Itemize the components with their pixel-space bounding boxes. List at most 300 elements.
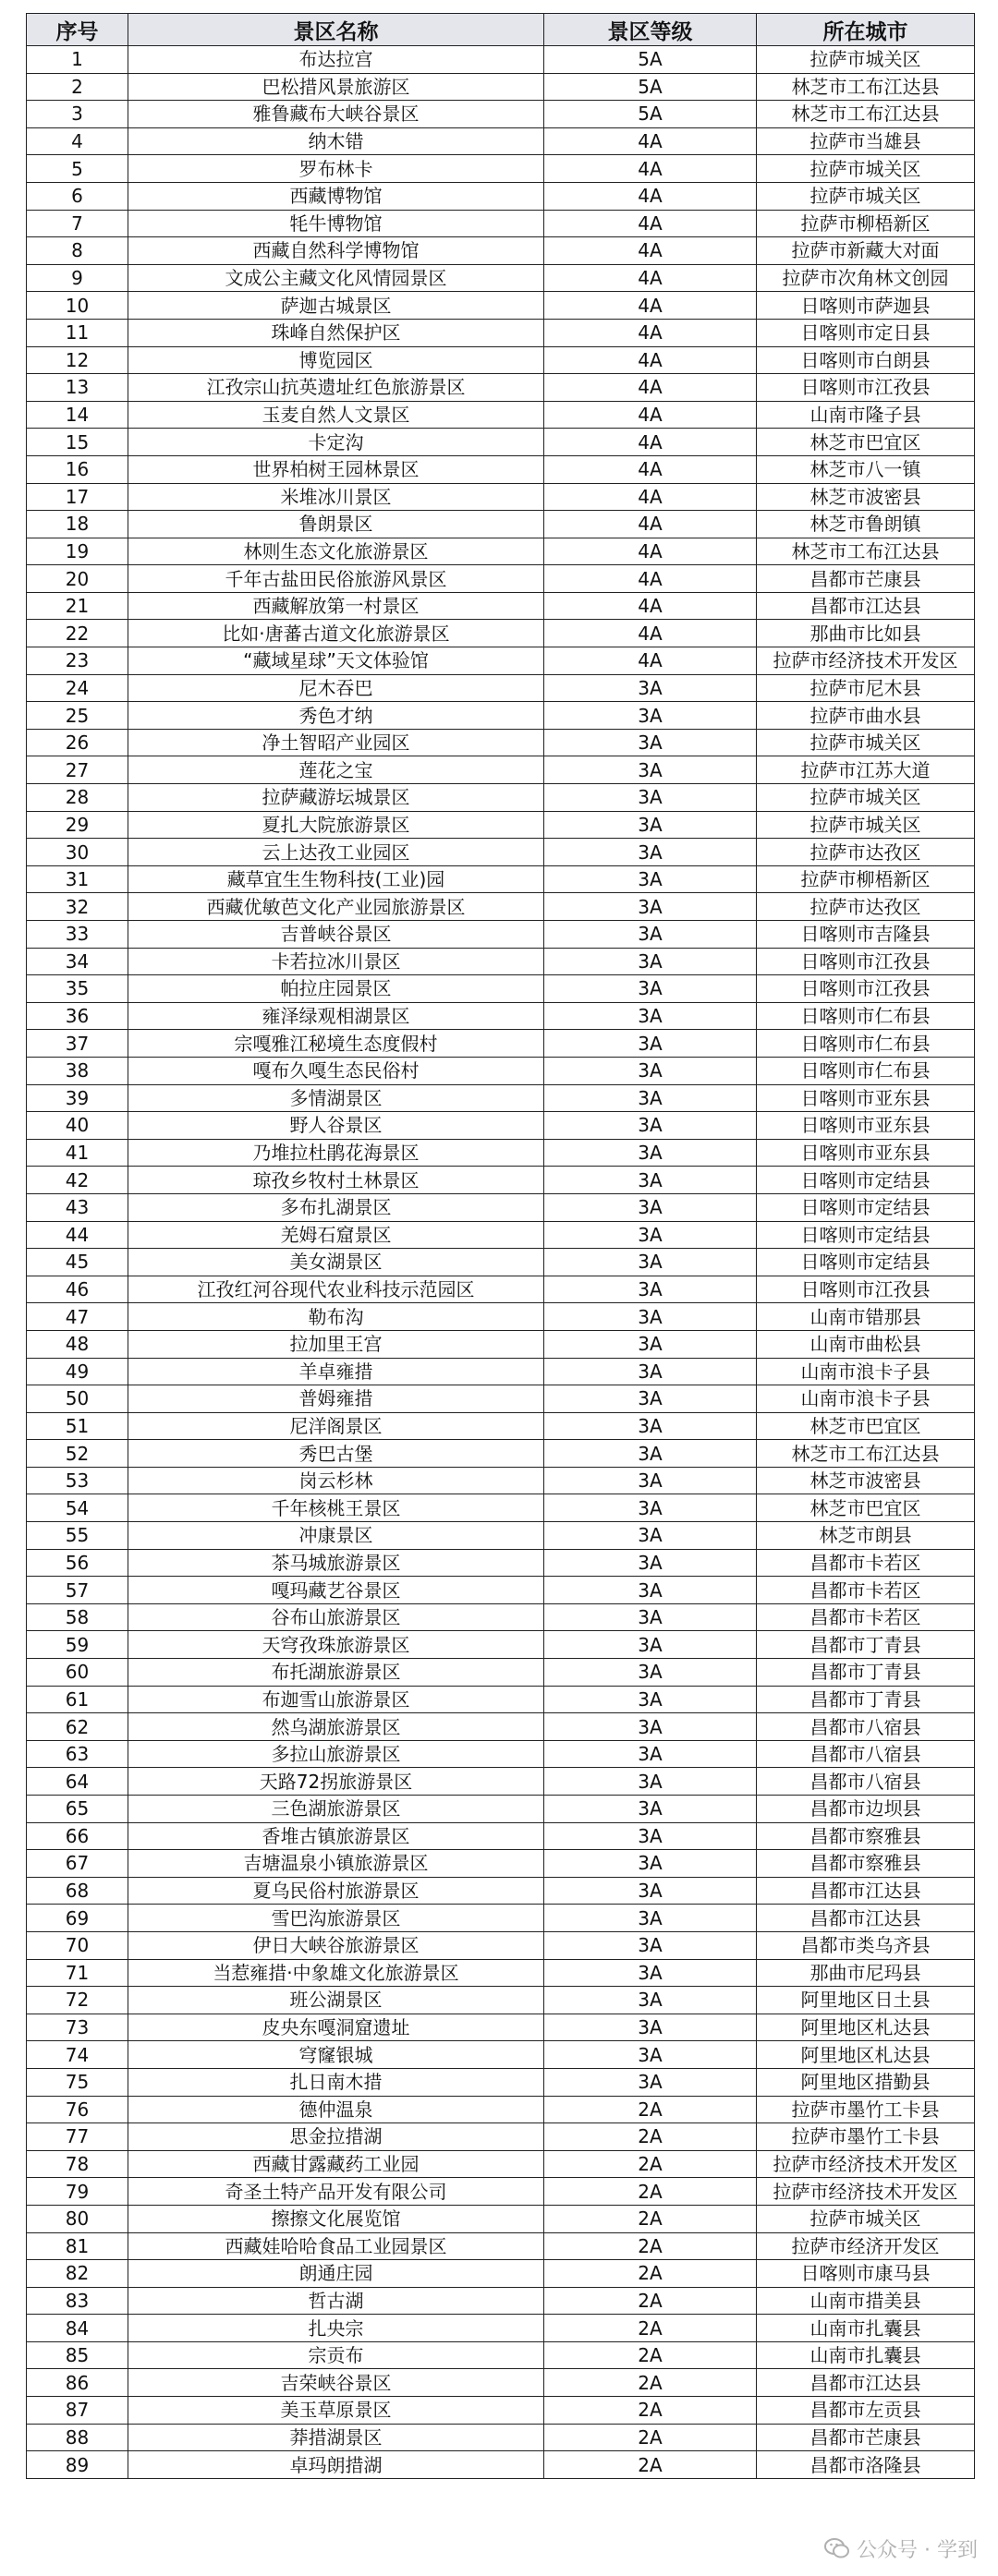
cell-scenic-grade: 5A	[544, 101, 757, 128]
cell-scenic-name: 林则生态文化旅游景区	[128, 538, 544, 565]
cell-scenic-grade: 3A	[544, 865, 757, 893]
table-row	[27, 756, 975, 784]
cell-city: 拉萨市城关区	[757, 784, 975, 812]
cell-serial-number: 64	[27, 1768, 128, 1796]
cell-city: 日喀则市江孜县	[757, 975, 975, 1003]
cell-scenic-name: 伊日大峡谷旅游景区	[128, 1931, 544, 1959]
cell-scenic-grade: 3A	[544, 1002, 757, 1030]
cell-scenic-grade: 3A	[544, 1713, 757, 1741]
cell-scenic-name: 西藏娃哈哈食品工业园景区	[128, 2232, 544, 2260]
cell-city: 日喀则市江孜县	[757, 374, 975, 402]
wechat-official-account-icon	[823, 2536, 851, 2560]
cell-city: 日喀则市定日县	[757, 319, 975, 346]
table-row	[27, 374, 975, 402]
cell-scenic-name: 卓玛朗措湖	[128, 2451, 544, 2479]
cell-scenic-name: 天路72拐旅游景区	[128, 1768, 544, 1796]
cell-scenic-grade: 4A	[544, 210, 757, 237]
cell-serial-number: 20	[27, 565, 128, 593]
table-row	[27, 210, 975, 237]
cell-city: 昌都市江达县	[757, 592, 975, 620]
cell-serial-number: 65	[27, 1796, 128, 1823]
cell-serial-number: 69	[27, 1905, 128, 1932]
table-row	[27, 674, 975, 702]
cell-serial-number: 73	[27, 2014, 128, 2041]
cell-scenic-name: 扎央宗	[128, 2315, 544, 2342]
cell-scenic-name: 布迦雪山旅游景区	[128, 1686, 544, 1713]
cell-city: 昌都市类乌齐县	[757, 1931, 975, 1959]
cell-serial-number: 74	[27, 2041, 128, 2069]
table-row	[27, 511, 975, 538]
header-scenic-grade: 景区等级	[544, 14, 757, 46]
cell-city: 拉萨市经济技术开发区	[757, 2178, 975, 2206]
cell-serial-number: 26	[27, 729, 128, 756]
cell-serial-number: 31	[27, 865, 128, 893]
cell-serial-number: 19	[27, 538, 128, 565]
table-row	[27, 921, 975, 949]
cell-serial-number: 44	[27, 1221, 128, 1249]
cell-scenic-grade: 3A	[544, 729, 757, 756]
table-row	[27, 702, 975, 730]
cell-serial-number: 24	[27, 674, 128, 702]
table-row	[27, 1796, 975, 1823]
cell-scenic-grade: 3A	[544, 2014, 757, 2041]
cell-serial-number: 57	[27, 1577, 128, 1604]
cell-scenic-grade: 3A	[544, 1193, 757, 1221]
cell-city: 拉萨市经济技术开发区	[757, 2150, 975, 2178]
table-row	[27, 620, 975, 647]
cell-city: 林芝市八一镇	[757, 455, 975, 483]
cell-scenic-grade: 4A	[544, 401, 757, 429]
table-row	[27, 292, 975, 320]
cell-city: 日喀则市康马县	[757, 2260, 975, 2288]
cell-city: 昌都市察雅县	[757, 1850, 975, 1878]
cell-scenic-grade: 3A	[544, 1603, 757, 1631]
cell-scenic-grade: 3A	[544, 1987, 757, 2014]
table-row	[27, 455, 975, 483]
cell-city: 林芝市巴宜区	[757, 1494, 975, 1522]
cell-serial-number: 17	[27, 483, 128, 511]
cell-serial-number: 27	[27, 756, 128, 784]
cell-city: 拉萨市城关区	[757, 182, 975, 210]
header-scenic-name: 景区名称	[128, 14, 544, 46]
cell-scenic-name: 帕拉庄园景区	[128, 975, 544, 1003]
cell-serial-number: 5	[27, 155, 128, 183]
table-row	[27, 1822, 975, 1850]
cell-city: 阿里地区札达县	[757, 2041, 975, 2069]
table-row	[27, 319, 975, 346]
table-row	[27, 1193, 975, 1221]
cell-city: 昌都市左贡县	[757, 2397, 975, 2425]
cell-scenic-name: 吉塘温泉小镇旅游景区	[128, 1850, 544, 1878]
cell-city: 昌都市八宿县	[757, 1713, 975, 1741]
cell-scenic-grade: 4A	[544, 647, 757, 675]
cell-scenic-name: 羊卓雍措	[128, 1358, 544, 1385]
cell-serial-number: 47	[27, 1303, 128, 1331]
cell-serial-number: 81	[27, 2232, 128, 2260]
cell-scenic-name: 夏乌民俗村旅游景区	[128, 1877, 544, 1905]
cell-city: 山南市浪卡子县	[757, 1358, 975, 1385]
table-row	[27, 2041, 975, 2069]
cell-city: 昌都市丁青县	[757, 1631, 975, 1659]
cell-city: 林芝市波密县	[757, 1467, 975, 1494]
cell-scenic-name: 雪巴沟旅游景区	[128, 1905, 544, 1932]
table-row	[27, 1549, 975, 1577]
header-serial-number: 序号	[27, 14, 128, 46]
cell-scenic-name: 卡定沟	[128, 429, 544, 456]
table-row	[27, 1303, 975, 1331]
cell-scenic-grade: 3A	[544, 893, 757, 921]
cell-city: 拉萨市柳梧新区	[757, 865, 975, 893]
cell-scenic-name: 穹窿银城	[128, 2041, 544, 2069]
cell-scenic-grade: 3A	[544, 1768, 757, 1796]
cell-scenic-grade: 2A	[544, 2096, 757, 2123]
cell-city: 拉萨市城关区	[757, 729, 975, 756]
cell-city: 山南市浪卡子县	[757, 1385, 975, 1413]
cell-city: 日喀则市亚东县	[757, 1112, 975, 1140]
cell-city: 阿里地区措勤县	[757, 2068, 975, 2096]
cell-city: 昌都市卡若区	[757, 1549, 975, 1577]
cell-scenic-grade: 2A	[544, 2260, 757, 2288]
cell-scenic-name: 奇圣土特产品开发有限公司	[128, 2178, 544, 2206]
cell-city: 林芝市波密县	[757, 483, 975, 511]
table-row	[27, 729, 975, 756]
table-row	[27, 1740, 975, 1768]
table-row	[27, 2123, 975, 2151]
table-row	[27, 2341, 975, 2369]
cell-serial-number: 82	[27, 2260, 128, 2288]
cell-serial-number: 77	[27, 2123, 128, 2151]
cell-city: 拉萨市达孜区	[757, 893, 975, 921]
cell-city: 拉萨市城关区	[757, 155, 975, 183]
cell-city: 拉萨市新藏大对面	[757, 237, 975, 265]
cell-serial-number: 79	[27, 2178, 128, 2206]
cell-city: 拉萨市墨竹工卡县	[757, 2123, 975, 2151]
cell-scenic-grade: 3A	[544, 1740, 757, 1768]
cell-scenic-name: 玉麦自然人文景区	[128, 401, 544, 429]
cell-serial-number: 18	[27, 511, 128, 538]
table-row	[27, 565, 975, 593]
cell-serial-number: 32	[27, 893, 128, 921]
table-row	[27, 1603, 975, 1631]
cell-serial-number: 12	[27, 346, 128, 374]
cell-scenic-grade: 3A	[544, 1494, 757, 1522]
table-row	[27, 2424, 975, 2451]
cell-scenic-name: 哲古湖	[128, 2287, 544, 2315]
cell-scenic-grade: 4A	[544, 565, 757, 593]
cell-scenic-grade: 3A	[544, 811, 757, 839]
table-row	[27, 948, 975, 975]
cell-city: 山南市扎囊县	[757, 2315, 975, 2342]
table-row	[27, 73, 975, 101]
cell-scenic-grade: 3A	[544, 1303, 757, 1331]
cell-scenic-name: 吉普峡谷景区	[128, 921, 544, 949]
table-row	[27, 2369, 975, 2397]
table-row	[27, 1385, 975, 1413]
cell-scenic-grade: 3A	[544, 1330, 757, 1358]
table-row	[27, 538, 975, 565]
cell-scenic-name: 夏扎大院旅游景区	[128, 811, 544, 839]
table-row	[27, 811, 975, 839]
cell-serial-number: 70	[27, 1931, 128, 1959]
cell-serial-number: 49	[27, 1358, 128, 1385]
cell-scenic-grade: 4A	[544, 620, 757, 647]
cell-serial-number: 56	[27, 1549, 128, 1577]
cell-scenic-name: 布达拉宫	[128, 46, 544, 74]
cell-scenic-name: 千年古盐田民俗旅游风景区	[128, 565, 544, 593]
cell-scenic-grade: 2A	[544, 2205, 757, 2232]
table-row	[27, 1659, 975, 1687]
cell-serial-number: 15	[27, 429, 128, 456]
cell-scenic-grade: 3A	[544, 1221, 757, 1249]
cell-scenic-name: 扎日南木措	[128, 2068, 544, 2096]
cell-scenic-grade: 4A	[544, 292, 757, 320]
cell-scenic-grade: 3A	[544, 1030, 757, 1058]
cell-city: 林芝市朗县	[757, 1522, 975, 1550]
cell-scenic-grade: 3A	[544, 674, 757, 702]
cell-scenic-name: 雍泽绿观相湖景区	[128, 1002, 544, 1030]
cell-scenic-name: 西藏甘露藏药工业园	[128, 2150, 544, 2178]
cell-city: 阿里地区札达县	[757, 2014, 975, 2041]
table-row	[27, 1249, 975, 1276]
table-row	[27, 1412, 975, 1440]
cell-scenic-grade: 3A	[544, 1057, 757, 1084]
cell-serial-number: 59	[27, 1631, 128, 1659]
table-row	[27, 1440, 975, 1468]
table-row	[27, 1167, 975, 1194]
cell-scenic-name: 尼木吞巴	[128, 674, 544, 702]
cell-scenic-grade: 3A	[544, 2068, 757, 2096]
cell-scenic-name: 宗嘎雅江秘境生态度假村	[128, 1030, 544, 1058]
cell-serial-number: 87	[27, 2397, 128, 2425]
cell-serial-number: 10	[27, 292, 128, 320]
cell-serial-number: 21	[27, 592, 128, 620]
table-row	[27, 2014, 975, 2041]
cell-scenic-name: 莽措湖景区	[128, 2424, 544, 2451]
cell-serial-number: 88	[27, 2424, 128, 2451]
cell-city: 拉萨市城关区	[757, 811, 975, 839]
cell-scenic-name: “藏域星球”天文体验馆	[128, 647, 544, 675]
cell-city: 林芝市巴宜区	[757, 1412, 975, 1440]
cell-serial-number: 71	[27, 1959, 128, 1987]
cell-scenic-name: 多情湖景区	[128, 1084, 544, 1112]
cell-scenic-grade: 3A	[544, 1631, 757, 1659]
table-row	[27, 2068, 975, 2096]
cell-scenic-name: 尼洋阁景区	[128, 1412, 544, 1440]
cell-city: 山南市措美县	[757, 2287, 975, 2315]
cell-scenic-grade: 3A	[544, 839, 757, 866]
cell-city: 拉萨市江苏大道	[757, 756, 975, 784]
cell-city: 日喀则市江孜县	[757, 948, 975, 975]
cell-scenic-grade: 3A	[544, 1522, 757, 1550]
cell-scenic-name: 思金拉措湖	[128, 2123, 544, 2151]
cell-scenic-grade: 2A	[544, 2150, 757, 2178]
table-row	[27, 237, 975, 265]
table-body	[27, 46, 975, 2479]
cell-city: 山南市扎囊县	[757, 2341, 975, 2369]
cell-city: 山南市隆子县	[757, 401, 975, 429]
cell-scenic-name: 比如·唐蕃古道文化旅游景区	[128, 620, 544, 647]
table-row	[27, 1931, 975, 1959]
cell-scenic-grade: 3A	[544, 1959, 757, 1987]
table-row	[27, 647, 975, 675]
cell-scenic-grade: 2A	[544, 2287, 757, 2315]
cell-scenic-grade: 4A	[544, 429, 757, 456]
cell-serial-number: 76	[27, 2096, 128, 2123]
cell-scenic-name: 卡若拉冰川景区	[128, 948, 544, 975]
table-row	[27, 1112, 975, 1140]
cell-scenic-grade: 4A	[544, 592, 757, 620]
cell-serial-number: 67	[27, 1850, 128, 1878]
cell-serial-number: 13	[27, 374, 128, 402]
table-row	[27, 2451, 975, 2479]
table-row	[27, 1057, 975, 1084]
cell-scenic-name: 朗通庄园	[128, 2260, 544, 2288]
table-header	[27, 14, 975, 46]
cell-serial-number: 35	[27, 975, 128, 1003]
cell-scenic-name: 冲康景区	[128, 1522, 544, 1550]
cell-scenic-grade: 4A	[544, 511, 757, 538]
cell-scenic-grade: 3A	[544, 1822, 757, 1850]
cell-scenic-name: 美女湖景区	[128, 1249, 544, 1276]
cell-scenic-grade: 3A	[544, 1549, 757, 1577]
table-row	[27, 1905, 975, 1932]
table-row	[27, 865, 975, 893]
table-row	[27, 592, 975, 620]
scenic-spots-table	[26, 13, 975, 2479]
cell-city: 昌都市丁青县	[757, 1659, 975, 1687]
cell-scenic-name: 拉萨藏游坛城景区	[128, 784, 544, 812]
cell-scenic-grade: 5A	[544, 46, 757, 74]
cell-scenic-grade: 4A	[544, 182, 757, 210]
cell-scenic-name: 西藏自然科学博物馆	[128, 237, 544, 265]
cell-scenic-grade: 3A	[544, 948, 757, 975]
cell-scenic-name: 勒布沟	[128, 1303, 544, 1331]
cell-scenic-name: 拉加里王宫	[128, 1330, 544, 1358]
cell-city: 林芝市巴宜区	[757, 429, 975, 456]
table-row	[27, 2315, 975, 2342]
cell-city: 日喀则市仁布县	[757, 1030, 975, 1058]
cell-serial-number: 45	[27, 1249, 128, 1276]
cell-city: 拉萨市曲水县	[757, 702, 975, 730]
cell-scenic-grade: 4A	[544, 374, 757, 402]
cell-scenic-name: 三色湖旅游景区	[128, 1796, 544, 1823]
cell-scenic-grade: 4A	[544, 155, 757, 183]
table-row	[27, 2397, 975, 2425]
cell-city: 日喀则市萨迦县	[757, 292, 975, 320]
cell-scenic-grade: 3A	[544, 1385, 757, 1413]
table-row	[27, 346, 975, 374]
cell-scenic-name: 罗布林卡	[128, 155, 544, 183]
cell-scenic-grade: 2A	[544, 2424, 757, 2451]
cell-scenic-grade: 4A	[544, 237, 757, 265]
cell-city: 昌都市江达县	[757, 1905, 975, 1932]
cell-city: 山南市错那县	[757, 1303, 975, 1331]
cell-scenic-name: 宗贡布	[128, 2341, 544, 2369]
table-row	[27, 784, 975, 812]
cell-serial-number: 58	[27, 1603, 128, 1631]
cell-serial-number: 55	[27, 1522, 128, 1550]
cell-city: 拉萨市墨竹工卡县	[757, 2096, 975, 2123]
cell-scenic-grade: 3A	[544, 1796, 757, 1823]
table-row	[27, 1276, 975, 1303]
cell-serial-number: 9	[27, 264, 128, 292]
cell-scenic-name: 擦擦文化展览馆	[128, 2205, 544, 2232]
cell-scenic-name: 岗云杉林	[128, 1467, 544, 1494]
cell-city: 日喀则市定结县	[757, 1167, 975, 1194]
cell-scenic-name: 当惹雍措·中象雄文化旅游景区	[128, 1959, 544, 1987]
cell-scenic-grade: 3A	[544, 1084, 757, 1112]
cell-scenic-grade: 3A	[544, 756, 757, 784]
cell-city: 林芝市工布江达县	[757, 101, 975, 128]
cell-scenic-name: 净土智昭产业园区	[128, 729, 544, 756]
cell-serial-number: 66	[27, 1822, 128, 1850]
cell-scenic-name: 皮央东嘎洞窟遗址	[128, 2014, 544, 2041]
table-row	[27, 1221, 975, 1249]
cell-serial-number: 42	[27, 1167, 128, 1194]
cell-serial-number: 36	[27, 1002, 128, 1030]
cell-scenic-name: 珠峰自然保护区	[128, 319, 544, 346]
cell-serial-number: 72	[27, 1987, 128, 2014]
cell-serial-number: 41	[27, 1139, 128, 1167]
cell-scenic-name: 野人谷景区	[128, 1112, 544, 1140]
cell-scenic-name: 牦牛博物馆	[128, 210, 544, 237]
cell-city: 日喀则市定结县	[757, 1221, 975, 1249]
cell-serial-number: 37	[27, 1030, 128, 1058]
cell-scenic-name: 藏草宜生生物科技(工业)园	[128, 865, 544, 893]
cell-scenic-grade: 2A	[544, 2451, 757, 2479]
cell-scenic-name: 嘎布久嘎生态民俗村	[128, 1057, 544, 1084]
cell-scenic-name: 西藏优敏芭文化产业园旅游景区	[128, 893, 544, 921]
cell-scenic-grade: 2A	[544, 2315, 757, 2342]
cell-scenic-name: 班公湖景区	[128, 1987, 544, 2014]
cell-scenic-name: 多拉山旅游景区	[128, 1740, 544, 1768]
table-row	[27, 1467, 975, 1494]
cell-scenic-name: 博览园区	[128, 346, 544, 374]
cell-scenic-name: 秀色才纳	[128, 702, 544, 730]
cell-serial-number: 11	[27, 319, 128, 346]
cell-serial-number: 80	[27, 2205, 128, 2232]
cell-serial-number: 30	[27, 839, 128, 866]
cell-city: 拉萨市达孜区	[757, 839, 975, 866]
cell-serial-number: 85	[27, 2341, 128, 2369]
table-row	[27, 1686, 975, 1713]
table-row	[27, 1139, 975, 1167]
cell-scenic-name: 秀巴古堡	[128, 1440, 544, 1468]
cell-scenic-name: 吉荣峡谷景区	[128, 2369, 544, 2397]
cell-scenic-grade: 3A	[544, 702, 757, 730]
table-row	[27, 2205, 975, 2232]
cell-serial-number: 53	[27, 1467, 128, 1494]
cell-scenic-grade: 3A	[544, 975, 757, 1003]
table-row	[27, 401, 975, 429]
cell-scenic-grade: 3A	[544, 1358, 757, 1385]
table-row	[27, 2287, 975, 2315]
cell-scenic-name: 萨迦古城景区	[128, 292, 544, 320]
table-row	[27, 2096, 975, 2123]
cell-scenic-name: 布托湖旅游景区	[128, 1659, 544, 1687]
cell-scenic-name: 普姆雍措	[128, 1385, 544, 1413]
table-row	[27, 101, 975, 128]
cell-city: 那曲市比如县	[757, 620, 975, 647]
cell-scenic-grade: 3A	[544, 1686, 757, 1713]
cell-city: 拉萨市经济开发区	[757, 2232, 975, 2260]
table-row	[27, 1631, 975, 1659]
cell-city: 拉萨市当雄县	[757, 127, 975, 155]
cell-serial-number: 52	[27, 1440, 128, 1468]
cell-scenic-grade: 2A	[544, 2369, 757, 2397]
cell-serial-number: 50	[27, 1385, 128, 1413]
cell-city: 拉萨市柳梧新区	[757, 210, 975, 237]
